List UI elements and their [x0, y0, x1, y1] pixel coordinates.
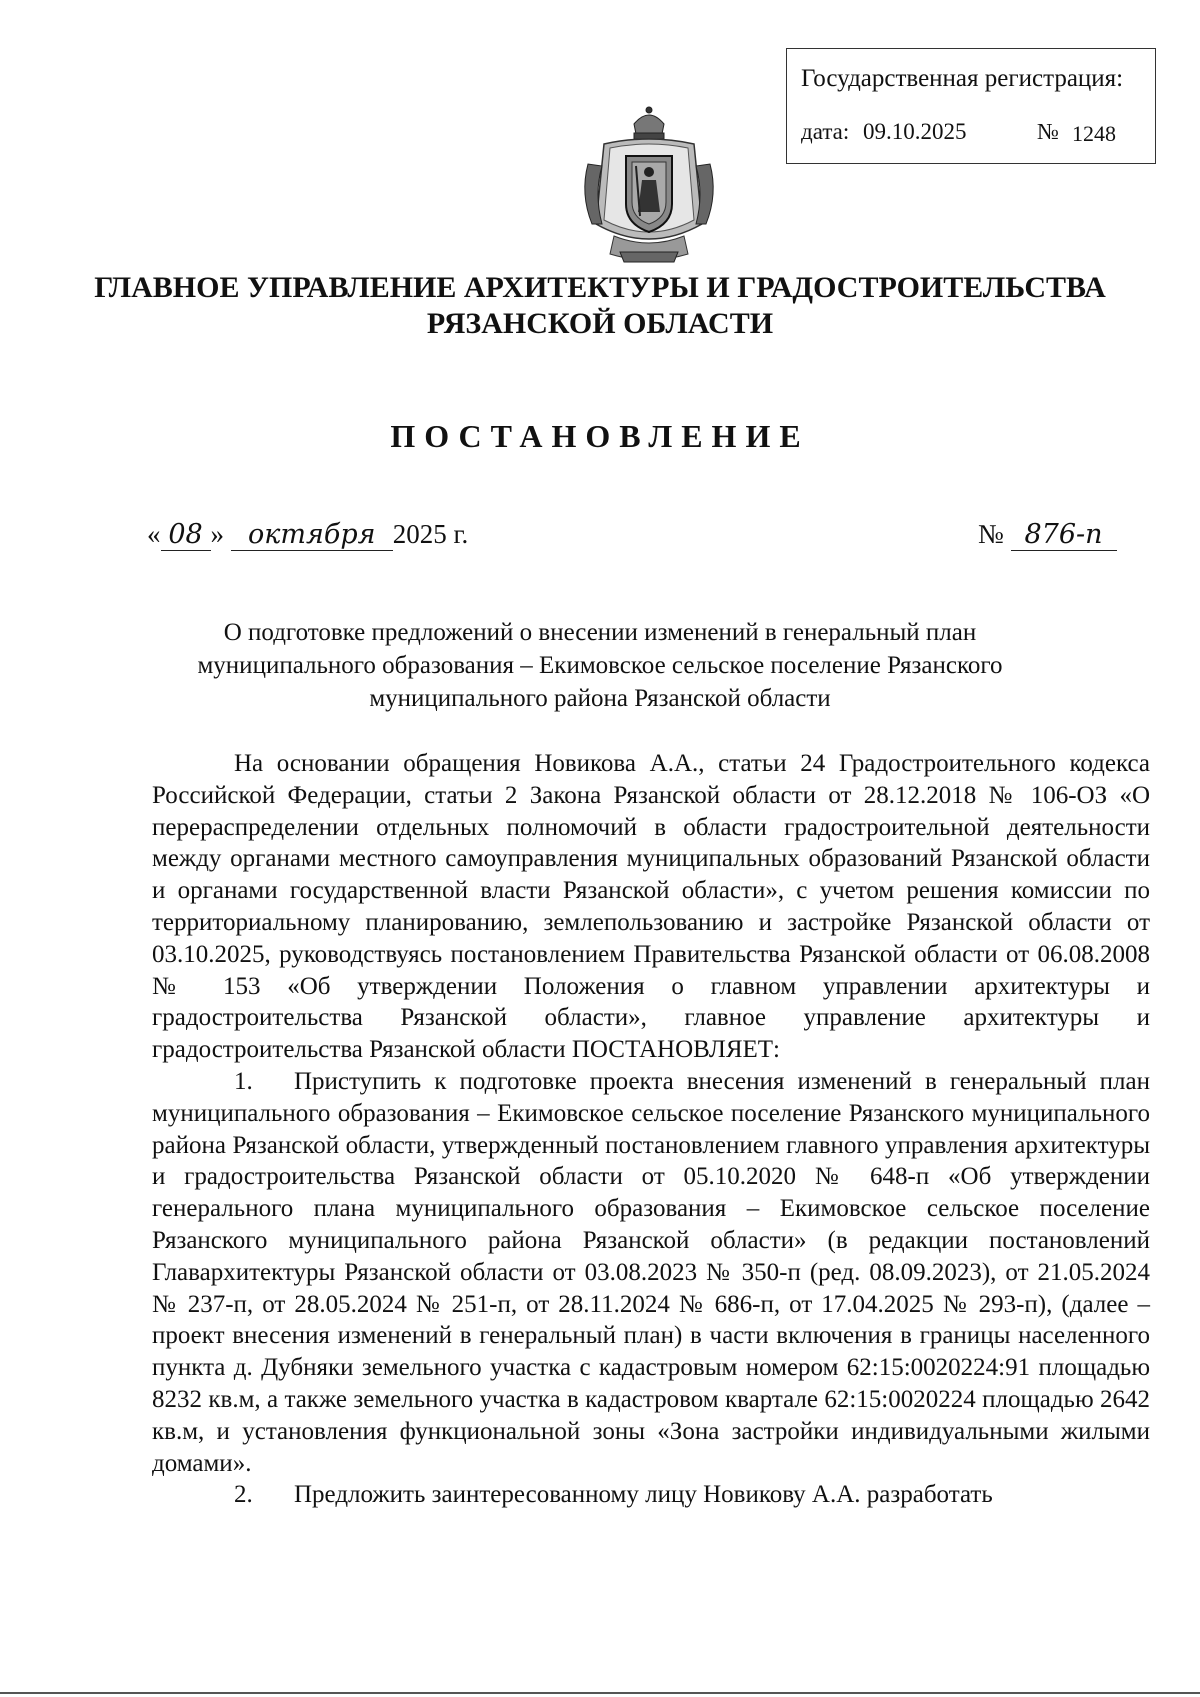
registration-date-label: дата:	[801, 119, 850, 144]
coat-of-arms-icon	[574, 104, 724, 266]
registration-title: Государственная регистрация:	[801, 65, 1124, 92]
registration-stamp	[786, 48, 1156, 164]
date-day: 08	[161, 519, 211, 551]
date-month: октября	[231, 519, 393, 551]
registration-number-label: №	[1037, 119, 1059, 144]
document-number	[978, 519, 1117, 551]
organization-line-2: РЯЗАНСКОЙ ОБЛАСТИ	[426, 307, 774, 340]
subject-line-2: муниципального образования – Екимовское сельское поселение Рязанского	[197, 652, 1003, 679]
document-type: ПОСТАНОВЛЕНИЕ	[390, 418, 810, 454]
document-date	[147, 519, 468, 551]
date-open-quote: «	[147, 519, 161, 549]
page-edge-line	[0, 1692, 1200, 1694]
date-year: 2025 г.	[392, 519, 469, 549]
item-text: Предложить заинтересованному лицу Новикову А.А. разработать	[294, 1481, 993, 1509]
document-number-label: №	[978, 519, 1004, 549]
list-item	[152, 1479, 1150, 1511]
organization-line-1: ГЛАВНОЕ УПРАВЛЕНИЕ АРХИТЕКТУРЫ И ГРАДОСТРОИТЕЛЬСТВА	[94, 271, 1106, 304]
subject-line-1: О подготовке предложений о внесении изменений в генеральный план	[223, 619, 977, 646]
registration-number: 1248	[1072, 121, 1116, 146]
document-subject	[100, 616, 1100, 715]
organization-name	[0, 270, 1200, 342]
item-number: 1.	[234, 1067, 253, 1095]
preamble-paragraph: На основании обращения Новикова А.А., статьи 24 Градостроительного кодекса Российской Федерации, статьи 2 Закона Рязанской области от 28.12.2018 № 106-ОЗ «О перераспределении отдельных полномочий в области градостроительной деятельности между органами местного самоуправления муниципальных образований Рязанской области и органами государственной власти Рязанской области», с учетом решения комиссии по территориальному планированию, землепользованию и застройке Рязанской области от 03.10.2025, руководствуясь постановлением Правительства Рязанской области от 06.08.2008 № 153 «Об утверждении Положения о главном управлении архитектуры и градостроительства Рязанской области», главное управление архитектуры и градостроительства Рязанской области ПОСТАНОВЛЯЕТ:	[152, 750, 1150, 1064]
item-number: 2.	[234, 1481, 253, 1509]
date-close-quote: »	[210, 519, 224, 549]
subject-line-3: муниципального района Рязанской области	[369, 685, 831, 712]
document-body	[152, 748, 1150, 1511]
list-item	[152, 1066, 1150, 1479]
registration-date: 09.10.2025	[863, 119, 967, 144]
document-number-value: 876-п	[1011, 519, 1117, 551]
item-text: Приступить к подготовке проекта внесения изменений в генеральный план муниципального образования – Екимовское сельское поселение Рязанского муниципального района Рязанской области, утвержденный постановлением главного управления архитектуры и градостроительства Рязанской области от 05.10.2020 № 648-п «Об утверждении генерального плана муниципального образования – Екимовское сельское поселение Рязанского муниципального района Рязанской области» (в редакции постановлений Главархитектуры Рязанской области от 03.08.2023 № 350-п (ред. 08.09.2023), от 21.05.2024 № 237-п, от 28.05.2024 № 251-п, от 28.11.2024 № 686-п, от 17.04.2025 № 293-п), (далее – проект внесения изменений в генеральный план) в части включения в границы населенного пункта д. Дубняки земельного участка с кадастровым номером 62:15:0020224:91 площадью 8232 кв.м, а также земельного участка в кадастровом квартале 62:15:0020224 площадью 2642 кв.м, и установления функциональной зоны «Зона застройки индивидуальными жилыми домами».	[152, 1067, 1150, 1477]
